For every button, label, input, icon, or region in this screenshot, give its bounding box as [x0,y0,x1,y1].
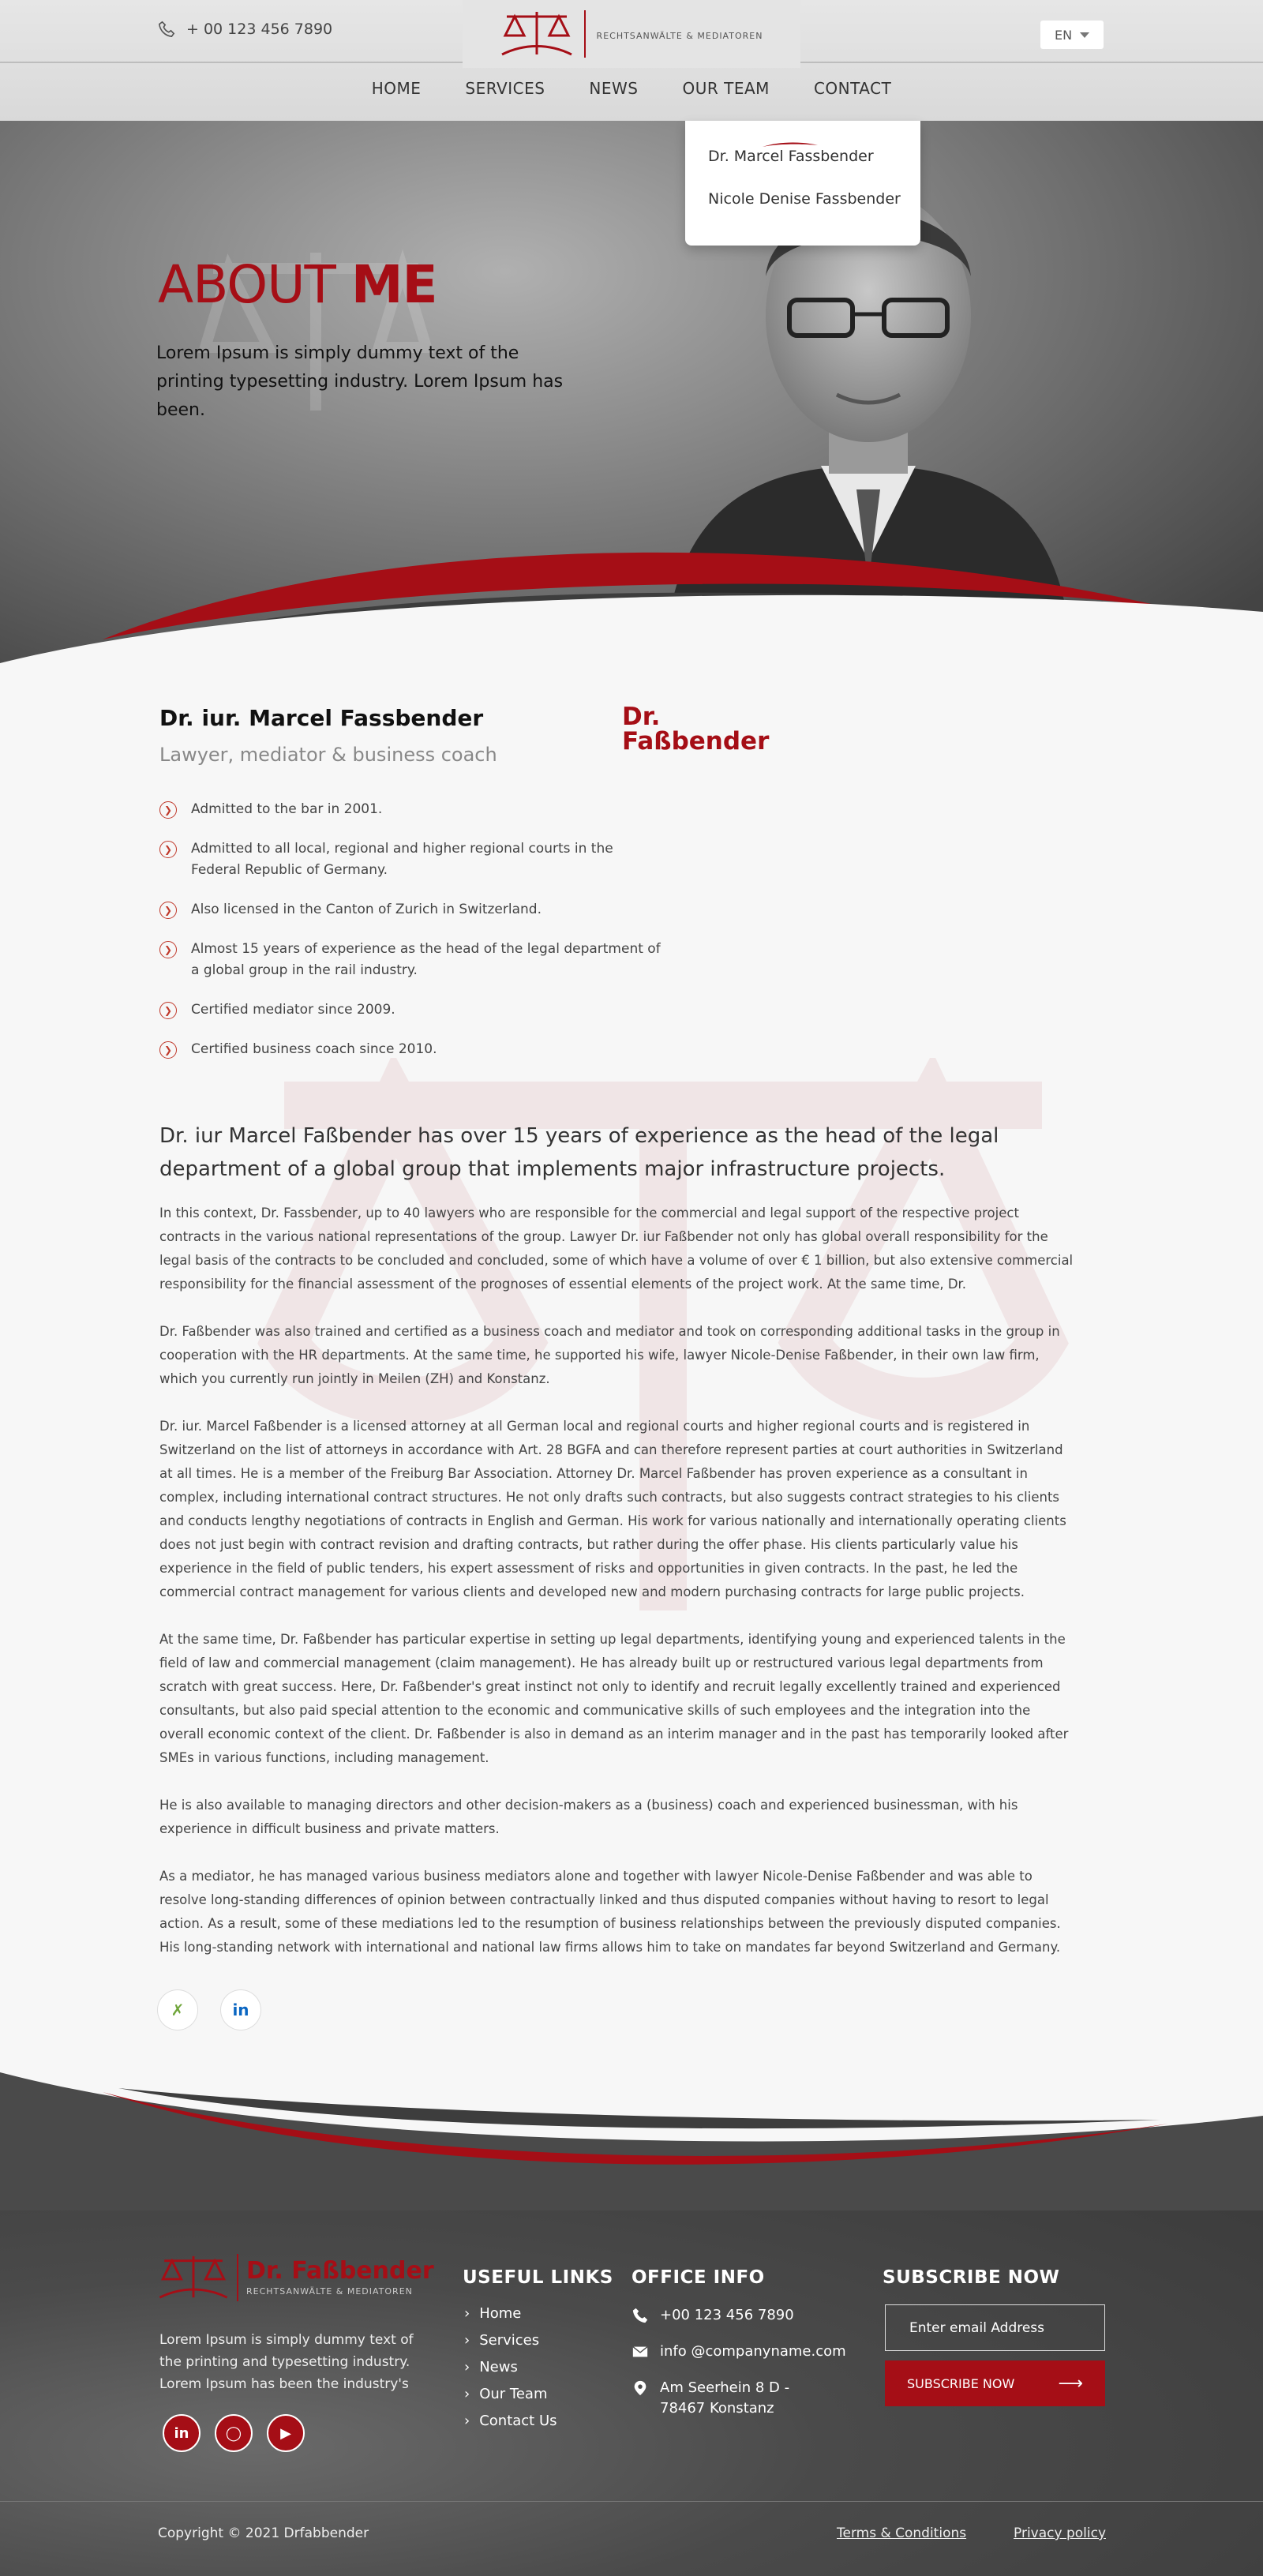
terms-link[interactable]: Terms & Conditions [837,2525,967,2541]
lead-paragraph: Dr. iur Marcel Faßbender has over 15 years of experience as the head of the legal department of a global group that implements major infrastructure projects. [159,1124,999,1181]
profile-name: Dr. iur. Marcel Fassbender [159,705,484,731]
footer-logo-name: Dr. Faßbender [246,2256,434,2285]
footer-curve-decoration [0,2053,1263,2210]
hero-curve-decoration [0,505,1263,679]
subscribe-button[interactable] [885,2360,1105,2406]
linkedin-icon[interactable]: in [163,2414,201,2452]
dropdown-item-nicole[interactable]: Nicole Denise Fassbender [708,190,901,208]
biography-body [159,1202,1075,1983]
logo-subtitle: RECHTSANWÄLTE & MEDIATOREN [596,30,763,41]
chevron-right-icon: ❯ [159,841,177,858]
useful-links-title: USEFUL LINKS [463,2267,613,2288]
footer-link-services[interactable]: › Services [464,2332,540,2349]
chevron-right-icon: › [464,2386,470,2402]
language-select[interactable] [1040,21,1104,49]
hero-intro: Lorem Ipsum is simply dummy text of the printing typesetting industry. Lorem Ipsum has been. [156,343,564,420]
profile-social [158,1990,260,2030]
nav-news[interactable]: NEWS [589,79,639,98]
list-item: ❯ Also licensed in the Canton of Zurich in Switzerland. [159,899,665,921]
phone-icon [632,2307,649,2324]
office-email[interactable]: info @companyname.com [632,2342,846,2362]
chevron-right-icon: › [464,2332,470,2349]
main-nav [0,79,1263,98]
logo-divider [237,2254,238,2301]
bio-paragraph: Dr. Faßbender was also trained and certified as a business coach and mediator and took on corresponding additional tasks in the group in cooperation with the HR departments. At the same time, he supported his wife, lawyer Nicole-Denise Faßbender, in their own law firm, which you currently run jointly in Meilen (ZH) and Konstanz. [159,1324,1060,1386]
profile-role: Lawyer, mediator & business coach [159,744,497,766]
header-phone[interactable] [158,21,332,38]
youtube-icon[interactable]: ▶ [267,2414,305,2452]
bio-paragraph: Dr. iur. Marcel Faßbender is a licensed attorney at all German local and regional courts and higher regional courts and is registered in Switzerland on the list of attorneys in accordance with Art. 28 BGFA and can therefore represent parties at court authorities in Switzerland at all times. He is a member of the Freiburg Bar Association. Attorney Dr. Marcel Faßbender has proven experience as a consultant in complex, including international contract structures. He not only drafts such contracts, but also suggests contract strategies to his clients and conducts lengthy negotiations of contracts in English and German. His work for various nationally and internationally operating clients does not just begin with contract revision and drafting contracts, but rather during the offer phase. His clients particularly value his experience in the field of public tenders, his expert assessment of risks and opportunities in given contracts. In the past, he led the commercial contract management for various clients and developed new and modern purchasing contracts for large public projects. [159,1419,1066,1599]
copyright-text: Copyright © 2021 Drfabbender [158,2525,369,2541]
subscribe-title: SUBSCRIBE NOW [883,2267,1060,2288]
footer-divider [0,2501,1263,2502]
useful-links [464,2305,557,2439]
chevron-right-icon: ❯ [159,1002,177,1019]
mail-icon [632,2343,649,2360]
active-swoosh-icon [763,141,818,148]
location-pin-icon [632,2379,649,2397]
chevron-right-icon: › [464,2413,470,2429]
chevron-right-icon: › [464,2359,470,2375]
logo-name: Dr. Faßbender [622,703,770,756]
xing-icon[interactable]: ✗ [158,1990,197,2030]
nav-contact[interactable]: CONTACT [813,79,892,98]
chevron-right-icon: › [464,2305,470,2322]
credentials-list [159,799,665,1078]
chevron-down-icon [1080,32,1089,38]
footer-description: Lorem Ipsum is simply dummy text of the printing and typesetting industry. Lorem Ipsum has been the industry's [159,2332,414,2392]
footer-logo-subtitle: RECHTSANWÄLTE & MEDIATOREN [246,2285,413,2297]
office-phone[interactable]: +00 123 456 7890 [632,2305,846,2326]
chevron-right-icon: ❯ [159,801,177,819]
footer-link-contact[interactable]: › Contact Us [464,2413,557,2429]
bio-paragraph: As a mediator, he has managed various business mediators alone and together with lawyer Nicole-Denise Faßbender and was able to resolve long-standing differences of opinion between contractually linked and thus disputed companies without having to resort to legal action. As a result, some of these mediations led to the resumption of business relationships between the previously disputed companies. His long-standing network with international and national law firms allows him to take on mandates far beyond Switzerland and Germany. [159,1869,1061,1955]
office-info-title: OFFICE INFO [632,2267,765,2288]
privacy-link[interactable]: Privacy policy [1014,2525,1106,2541]
footer-logo[interactable] [158,2253,434,2302]
list-item: ❯ Admitted to all local, regional and higher regional courts in the Federal Republic of Germany. [159,838,665,881]
list-item: ❯ Almost 15 years of experience as the head of the legal department of a global group in the rail industry. [159,939,665,981]
logo-divider [584,10,586,58]
nav-home[interactable]: HOME [371,79,422,98]
subscribe-email-input[interactable] [885,2304,1105,2351]
scales-logo-icon [158,2253,229,2302]
header-phone-text: + 00 123 456 7890 [186,21,333,38]
team-dropdown [685,121,920,246]
bio-paragraph: At the same time, Dr. Faßbender has particular expertise in setting up legal departments, identifying young and experienced talents in the field of law and commercial management (claim management). He has already built up or restructured various legal departments from scratch with great success. Here, Dr. Faßbender's great instinct not only to identify and recruit legally excellently trained and experienced consultants, but also paid special attention to the economic and communicative skills of such employees and the integration into the overall economic context of the client. Dr. Faßbender is also in demand as an interim manager and in the past has temporarily looked after SMEs in various functions, including management. [159,1632,1069,1765]
chevron-right-icon: ❯ [159,941,177,958]
phone-icon [158,21,175,38]
language-value: EN [1054,27,1073,43]
footer-link-news[interactable]: › News [464,2359,518,2375]
arrow-right-icon: ⟶ [1058,2373,1083,2394]
instagram-icon[interactable]: ◯ [215,2414,253,2452]
linkedin-icon[interactable]: in [221,1990,260,2030]
office-address: Am Seerhein 8 D - 78467 Konstanz [632,2378,846,2419]
bio-paragraph: He is also available to managing directors and other decision-makers as a (business) coach and experienced businessman, with his experience in difficult business and private matters. [159,1798,1018,1836]
footer-link-our-team[interactable]: › Our Team [464,2386,548,2402]
dropdown-item-marcel[interactable]: Dr. Marcel Fassbender [708,148,874,165]
nav-our-team[interactable]: OUR TEAM [682,79,770,98]
subscribe-button-label: SUBSCRIBE NOW [907,2375,1015,2391]
office-info [632,2305,846,2435]
scales-logo-icon [500,9,573,59]
list-item: ❯ Certified mediator since 2009. [159,999,665,1021]
list-item: ❯ Certified business coach since 2010. [159,1039,665,1060]
bio-paragraph: In this context, Dr. Fassbender, up to 40 lawyers who are responsible for the commercial and legal support of the respective project contracts in the various national representations of the group. Lawyer Dr. iur Faßbender not only has global overall responsibility for the legal basis of the contracts to be concluded and concluded, some of which have a volume of over € 1 billion, but also extensive commercial responsibility for the financial assessment of the prognoses of essential elements of the project work. At the same time, Dr. [159,1206,1074,1292]
nav-services[interactable]: SERVICES [465,79,545,98]
chevron-right-icon: ❯ [159,902,177,919]
list-item: ❯ Admitted to the bar in 2001. [159,799,665,820]
chevron-right-icon: ❯ [159,1041,177,1059]
page-title: ABOUT ME [158,254,437,315]
footer-link-home[interactable]: › Home [464,2305,522,2322]
footer-social [163,2414,305,2452]
